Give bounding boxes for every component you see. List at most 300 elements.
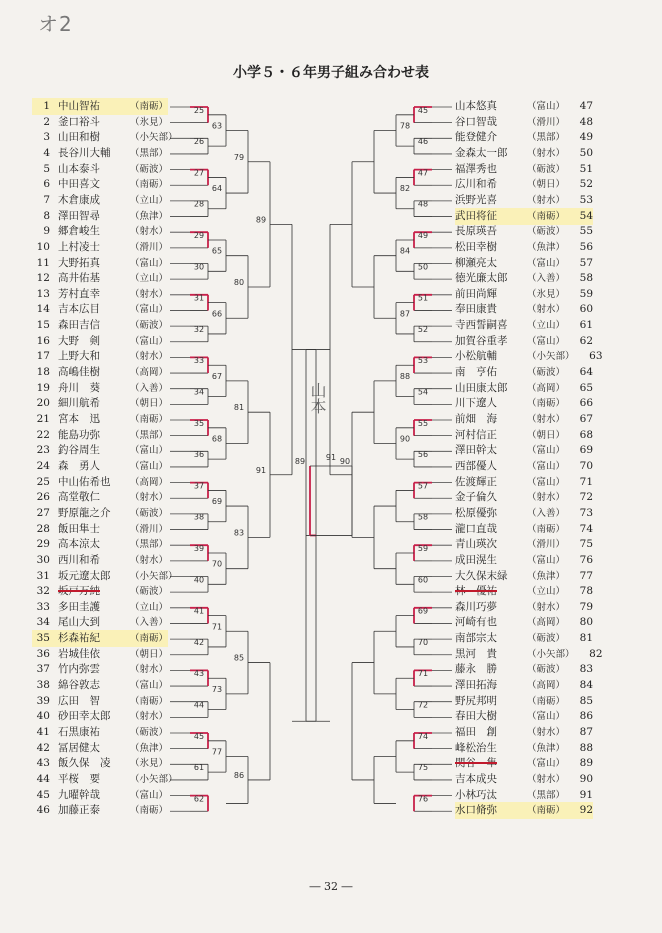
entry-name: 山本悠真: [455, 100, 497, 112]
entry-team: （高岡）: [527, 617, 566, 629]
match-number: 43: [193, 669, 205, 679]
entry-team: （立山）: [527, 586, 566, 598]
entry-row: [455, 755, 593, 772]
entry-team: （南砺）: [527, 805, 566, 817]
entry-team: （射水）: [527, 492, 566, 504]
match-number: 83: [233, 528, 245, 538]
entry-team: （入善）: [130, 617, 169, 629]
match-number: 29: [193, 231, 205, 241]
match-number: 27: [193, 168, 205, 178]
entry-team: （砺波）: [527, 664, 566, 676]
entry-number: 47: [579, 100, 594, 112]
entry-name: 加賀谷重孝: [455, 334, 508, 347]
entry-name: 長谷川大輔: [58, 146, 111, 159]
entry-number: 51: [579, 162, 594, 175]
entry-number: 66: [579, 397, 594, 410]
entry-name: 山田和樹: [58, 131, 100, 144]
entry-number: 3: [43, 131, 50, 144]
entry-team: （富山）: [527, 335, 566, 347]
match-number: 38: [193, 512, 205, 522]
entry-team: （小矢部）: [527, 351, 575, 363]
entry-number: 45: [36, 788, 50, 801]
entry-row: [455, 286, 593, 303]
entry-row: [455, 458, 593, 475]
entry-number: 56: [579, 240, 594, 253]
entry-number: 46: [36, 804, 50, 817]
entry-team: （魚津）: [130, 742, 169, 754]
entry-team: （射水）: [130, 351, 169, 363]
entry-name: 野原龍之介: [58, 506, 111, 519]
match-number: 37: [193, 481, 205, 491]
entry-number: 57: [579, 256, 594, 269]
entry-number: 11: [36, 256, 50, 269]
entry-name: 瀧口直哉: [455, 522, 497, 535]
entry-name: 寺西誓嗣喜: [455, 319, 508, 332]
entry-number: 37: [36, 663, 50, 676]
entry-name: 澤田智尋: [58, 209, 100, 222]
entry-name: 木倉康成: [58, 193, 100, 206]
match-number: 66: [211, 309, 223, 319]
entry-team: （富山）: [130, 460, 169, 472]
entry-team: （南砺）: [527, 523, 566, 535]
entry-name: 小林巧汰: [455, 788, 497, 801]
entry-row: [32, 536, 168, 553]
entry-row: [32, 223, 168, 240]
entry-number: 74: [579, 522, 594, 535]
entry-name: 砂田幸太郎: [58, 710, 111, 723]
page-title: 小学５・６年男子組み合わせ表: [233, 65, 429, 81]
entry-row: [455, 536, 593, 553]
entry-name: 徳光廉太郎: [455, 272, 508, 285]
entry-name: 佐渡輝正: [455, 475, 497, 488]
entry-row: [32, 255, 168, 272]
entry-number: 72: [579, 491, 594, 504]
entry-team: （南砺）: [130, 695, 169, 707]
entry-row: [455, 599, 593, 616]
entry-team: （南砺）: [527, 398, 566, 410]
entry-number: 75: [579, 538, 594, 551]
entry-number: 43: [36, 757, 50, 770]
match-number: 51: [417, 293, 429, 303]
entry-number: 21: [36, 413, 50, 425]
entry-number: 23: [36, 444, 50, 457]
entry-number: 38: [36, 679, 50, 692]
entry-row: [455, 771, 593, 788]
entry-name: 西川和希: [58, 553, 100, 566]
entry-name: 九曜幹哉: [58, 788, 100, 801]
entry-number: 39: [36, 694, 50, 707]
entry-number: 9: [43, 225, 50, 238]
entry-number: 41: [36, 726, 50, 738]
entry-name: 柳瀬亮太: [455, 256, 497, 269]
entry-row: [455, 129, 593, 146]
entry-number: 25: [36, 475, 50, 488]
entry-name: 小松航輔: [455, 350, 497, 363]
entry-team: （富山）: [130, 680, 169, 692]
entry-row: [455, 677, 593, 694]
entry-number: 61: [579, 319, 594, 332]
match-number: 64: [211, 184, 223, 194]
entry-number: 14: [36, 303, 50, 316]
entry-row: [455, 427, 593, 444]
match-number: 61: [193, 763, 205, 773]
entry-name: 浜野光喜: [455, 193, 497, 206]
entry-name: 飯久保 凌: [58, 757, 111, 770]
entry-team: （魚津）: [527, 742, 566, 754]
entry-name: 南部宗太: [455, 632, 497, 645]
entry-number: 26: [36, 491, 50, 504]
entry-row: [455, 380, 593, 397]
match-number: 71: [211, 622, 223, 632]
entry-team: （砺波）: [527, 367, 566, 379]
entry-row: [455, 317, 593, 334]
entry-team: （南砺）: [130, 179, 169, 191]
entry-row: [32, 568, 178, 585]
entry-team: （入善）: [130, 382, 169, 394]
entry-name: 前田尚輝: [455, 287, 497, 300]
entry-row: [32, 771, 178, 788]
entry-row: [32, 521, 168, 538]
entry-name: 高井佑基: [58, 272, 100, 285]
entry-row: [32, 114, 168, 131]
entry-row: [32, 161, 168, 178]
entry-team: （小矢部）: [130, 132, 178, 144]
match-number: 73: [211, 684, 223, 694]
entry-name: 高本涼太: [58, 538, 100, 551]
match-number: 78: [399, 121, 411, 131]
entry-number: 18: [36, 366, 50, 379]
entry-team: （富山）: [527, 257, 566, 269]
match-number: 35: [193, 418, 205, 428]
entry-number: 6: [43, 178, 50, 191]
entry-team: （立山）: [527, 320, 566, 332]
match-number: 79: [233, 152, 245, 162]
entry-team: （黒部）: [527, 789, 566, 801]
entry-row: [455, 223, 593, 240]
entry-row: [455, 411, 593, 428]
entry-number: 87: [579, 726, 594, 738]
match-number: 30: [193, 262, 205, 272]
entry-team: （滑川）: [527, 116, 566, 128]
entry-team: （魚津）: [527, 570, 566, 582]
match-number: 26: [193, 137, 205, 147]
entry-name: 平桜 要: [58, 772, 100, 785]
entry-number: 19: [36, 381, 50, 394]
entry-team: （立山）: [130, 273, 169, 285]
entry-number: 89: [579, 757, 594, 770]
entry-number: 90: [579, 772, 594, 785]
entry-name: 多田圭護: [58, 600, 100, 613]
match-number: 54: [417, 387, 429, 397]
entry-row: [455, 505, 593, 522]
entry-row: [32, 98, 168, 115]
entry-number: 24: [36, 459, 50, 472]
match-number: 36: [193, 450, 205, 460]
entry-name: 黒河 貴: [455, 647, 497, 660]
entry-team: （富山）: [130, 789, 169, 801]
entry-row: [32, 740, 168, 757]
entry-name: 上村凌士: [58, 240, 100, 253]
entry-name: 金子倫久: [455, 491, 497, 504]
match-number: 53: [417, 356, 429, 366]
entry-row: [32, 708, 168, 725]
entry-name: 宮本 迅: [58, 413, 100, 425]
entry-number: 62: [579, 334, 594, 347]
entry-row: [455, 395, 593, 412]
entry-number: 4: [43, 146, 50, 159]
entry-number: 55: [579, 225, 594, 238]
match-number: 71: [417, 669, 429, 679]
entry-name: 澤田幹太: [455, 444, 497, 457]
entry-row: [32, 630, 168, 647]
entry-team: （射水）: [527, 147, 566, 159]
entry-name: 西部優人: [455, 459, 497, 472]
match-number: 69: [417, 606, 429, 616]
match-number: 89: [255, 215, 267, 225]
entry-name: 武田将征: [455, 209, 497, 222]
entry-row: [32, 239, 168, 256]
entry-team: （氷見）: [527, 288, 566, 300]
entry-team: （滑川）: [130, 523, 169, 535]
entry-name: 中山智祐: [58, 100, 100, 112]
entry-number: 27: [36, 506, 50, 519]
entry-row: [32, 755, 168, 772]
match-number: 45: [193, 731, 205, 741]
match-number: 74: [417, 731, 429, 741]
entry-name: 松田幸樹: [455, 240, 497, 253]
entry-number: 68: [579, 428, 594, 441]
match-number: 63: [211, 121, 223, 131]
entry-team: （富山）: [130, 445, 169, 457]
entry-number: 50: [579, 146, 594, 159]
entry-number: 16: [36, 334, 50, 347]
entry-name: 吉本広目: [58, 303, 100, 316]
entry-number: 8: [43, 209, 50, 222]
entry-name: 山本泰斗: [58, 162, 100, 175]
entry-team: （朝日）: [130, 648, 169, 660]
entry-name: 森田吉信: [58, 319, 100, 332]
entry-team: （富山）: [130, 335, 169, 347]
match-number: 39: [193, 544, 205, 554]
page-number: ― 32 ―: [309, 880, 353, 893]
match-number: 85: [233, 653, 245, 663]
entry-row: [32, 270, 168, 287]
entry-name: 高嶋佳樹: [58, 366, 100, 379]
match-number: 47: [417, 168, 429, 178]
entry-team: （黒部）: [130, 147, 169, 159]
entry-number: 78: [579, 585, 594, 598]
match-number: 86: [233, 770, 245, 780]
match-number: 68: [211, 434, 223, 444]
entry-number: 13: [36, 287, 50, 300]
entry-team: （砺波）: [527, 633, 566, 645]
entry-number: 49: [579, 131, 594, 144]
entry-number: 15: [36, 319, 50, 332]
entry-name: 南 亨佑: [455, 366, 497, 379]
match-number: 40: [193, 575, 205, 585]
entry-number: 35: [36, 632, 50, 645]
match-number: 59: [417, 544, 429, 554]
entry-name: 山田康太郎: [455, 381, 508, 394]
entry-team: （射水）: [130, 492, 169, 504]
entry-row: [32, 599, 168, 616]
match-number: 28: [193, 199, 205, 209]
match-number: 72: [417, 700, 429, 710]
entry-row: [32, 364, 168, 381]
entry-number: 59: [579, 287, 594, 300]
match-number: 34: [193, 387, 205, 397]
match-number: 31: [193, 293, 205, 303]
entry-number: 67: [579, 413, 594, 425]
match-number: 67: [211, 371, 223, 381]
entry-number: 64: [579, 366, 594, 379]
entry-name: 青山瑛次: [455, 538, 497, 551]
entry-name: 郷倉峻生: [58, 225, 100, 238]
match-number: 57: [417, 481, 429, 491]
entry-number: 54: [579, 209, 594, 222]
entry-row: [455, 489, 593, 506]
entry-number: 44: [36, 772, 50, 785]
entry-number: 22: [36, 428, 50, 441]
entry-name: 広川和希: [455, 178, 497, 191]
entry-name: 森 勇人: [58, 459, 100, 472]
entry-row: [455, 552, 593, 569]
entry-name: 飯田隼士: [58, 522, 100, 535]
entry-number: 91: [579, 788, 594, 801]
entry-number: 10: [36, 240, 50, 253]
match-number: 62: [193, 794, 205, 804]
entry-name: 大久保末緑: [455, 569, 508, 582]
entry-name: 冨居健太: [58, 741, 100, 754]
entry-row: [32, 192, 168, 209]
entry-row: [32, 301, 168, 318]
entry-team: （南砺）: [130, 101, 169, 112]
entry-row: [455, 301, 593, 318]
entry-team: （砺波）: [130, 727, 169, 738]
entry-name: 河村信正: [455, 428, 497, 441]
entry-name: 川下遼人: [455, 397, 497, 410]
entry-name: 松原優弥: [455, 506, 497, 519]
entry-team: （小矢部）: [130, 570, 178, 582]
entry-name: 能島功弥: [58, 428, 100, 441]
entry-number: 58: [579, 272, 594, 285]
entry-number: 73: [579, 506, 594, 519]
match-number: 49: [417, 231, 429, 241]
entry-row: [32, 614, 168, 631]
entry-number: 86: [579, 710, 594, 723]
entry-name: 釣谷周生: [58, 444, 100, 457]
entry-row: [32, 474, 168, 491]
match-number: 80: [233, 277, 245, 287]
center-handwritten-note: 山本: [308, 382, 327, 414]
entry-team: （入善）: [527, 507, 566, 519]
entry-team: （黒部）: [130, 429, 169, 441]
entry-row: [32, 442, 168, 459]
match-number: 91: [255, 465, 267, 475]
entry-number: 80: [579, 616, 594, 629]
entry-row: [455, 630, 593, 647]
entry-number: 79: [579, 600, 594, 613]
entry-row: [455, 802, 593, 819]
entry-name: 加藤正泰: [58, 804, 100, 817]
entry-row: [32, 380, 168, 397]
entry-number: 32: [36, 585, 50, 598]
entry-name: 奉田康貴: [455, 303, 497, 316]
entry-row: [32, 176, 168, 193]
match-number: 81: [233, 403, 245, 413]
entry-row: [32, 677, 168, 694]
match-number: 87: [399, 309, 411, 319]
match-number: 90: [339, 457, 351, 466]
match-number: 46: [417, 137, 429, 147]
entry-name: 福澤秀也: [455, 162, 497, 175]
entry-row: [32, 333, 168, 350]
entry-row: [455, 348, 603, 365]
entry-number: 92: [579, 804, 594, 817]
entry-team: （砺波）: [130, 320, 169, 332]
entry-row: [32, 208, 168, 225]
entry-number: 60: [579, 303, 594, 316]
entry-name: 広田 智: [58, 694, 100, 707]
match-number: 82: [399, 184, 411, 194]
entry-team: （高岡）: [527, 680, 566, 692]
entry-row: [455, 708, 593, 725]
entry-number: 1: [43, 100, 50, 112]
entry-team: （富山）: [130, 257, 169, 269]
entry-name: 谷口智哉: [455, 115, 497, 128]
entry-team: （小矢部）: [527, 648, 575, 660]
match-number: 56: [417, 450, 429, 460]
entry-team: （南砺）: [527, 210, 566, 222]
entry-name: 金森太一郎: [455, 146, 508, 159]
match-number: 70: [211, 559, 223, 569]
entry-number: 85: [579, 694, 594, 707]
match-number: 90: [399, 434, 411, 444]
entry-team: （滑川）: [130, 241, 169, 253]
entry-name: 坂戸万純: [58, 585, 100, 598]
match-number: 69: [211, 497, 223, 507]
entry-row: [455, 270, 593, 287]
match-number: 77: [211, 747, 223, 757]
entry-number: 69: [579, 444, 594, 457]
entry-row: [32, 646, 168, 663]
entry-team: （朝日）: [527, 429, 566, 441]
entry-name: 前畑 海: [455, 413, 497, 425]
entry-row: [455, 161, 593, 178]
entry-team: （射水）: [130, 226, 169, 238]
entry-team: （南砺）: [130, 414, 169, 425]
entry-number: 17: [36, 350, 50, 363]
entry-name: 大野拓真: [58, 256, 100, 269]
entry-row: [32, 505, 168, 522]
entry-row: [32, 661, 168, 678]
entry-name: 藤永 勝: [455, 663, 497, 676]
entry-team: （射水）: [130, 711, 169, 723]
entry-row: [455, 521, 593, 538]
entry-name: 細川航希: [58, 397, 100, 410]
match-number: 88: [399, 371, 411, 381]
entry-team: （砺波）: [130, 507, 169, 519]
entry-row: [32, 317, 168, 334]
entry-row: [32, 802, 168, 819]
match-number: 42: [193, 637, 205, 647]
entry-team: （氷見）: [130, 116, 169, 128]
entry-number: 53: [579, 193, 594, 206]
entry-team: （射水）: [527, 414, 566, 425]
match-number: 89: [294, 457, 306, 466]
entry-team: （砺波）: [527, 226, 566, 238]
entry-name: 水口脩弥: [455, 804, 497, 817]
